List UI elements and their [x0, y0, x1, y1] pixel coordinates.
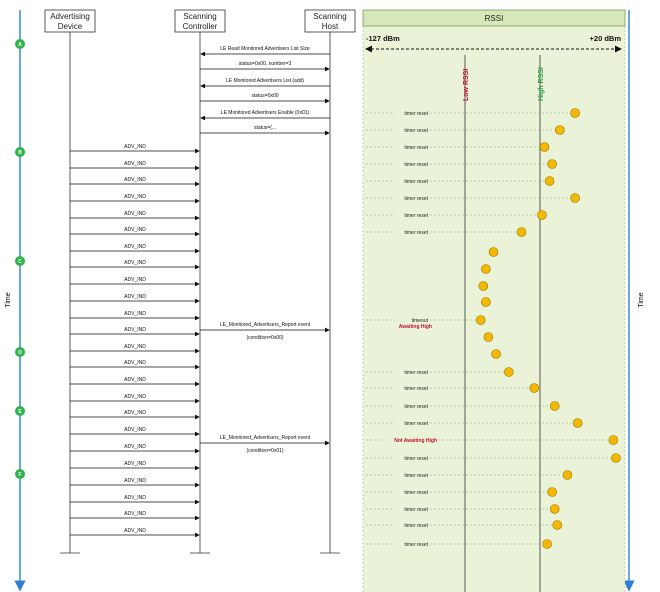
- adv-ind-message: [70, 327, 199, 334]
- rssi-note: timer reset: [404, 385, 428, 392]
- adv-ind-label: ADV_IND: [124, 427, 146, 433]
- adv-ind-label: ADV_IND: [124, 360, 146, 366]
- phase-badge-d: [15, 347, 25, 357]
- rssi-dot: [484, 333, 493, 342]
- rssi-dot: [543, 540, 552, 549]
- rssi-dot: [611, 454, 620, 463]
- host-message: [200, 435, 329, 454]
- message-label: LE Monitored Advertisers Enable (0x01): [220, 110, 310, 116]
- rssi-dot: [550, 402, 559, 411]
- adv-ind-label: ADV_IND: [124, 177, 146, 183]
- adv-ind-message: [70, 294, 199, 301]
- rssi-note: timer reset: [404, 420, 428, 427]
- scanning-host-line2: Host: [321, 22, 339, 31]
- rssi-note: Not Awaiting High: [394, 437, 437, 444]
- adv-ind-message: [70, 511, 199, 518]
- adv-ind-label: ADV_IND: [124, 344, 146, 350]
- adv-ind-label: ADV_IND: [124, 410, 146, 416]
- rssi-min-label: -127 dBm: [366, 34, 400, 43]
- adv-ind-message: [70, 277, 199, 284]
- message-sublabel: (condition=0x01): [246, 448, 284, 454]
- rssi-max-label: +20 dBm: [589, 34, 621, 43]
- adv-ind-message: [70, 377, 199, 384]
- adv-ind-label: ADV_IND: [124, 161, 146, 167]
- high-rssi-label: High RSSI: [538, 67, 545, 101]
- rssi-dot: [481, 298, 490, 307]
- rssi-note: timer reset: [404, 212, 428, 219]
- rssi-note: timer reset: [404, 161, 428, 168]
- rssi-sample: [481, 298, 490, 307]
- rssi-dot: [540, 143, 549, 152]
- rssi-dot: [517, 228, 526, 237]
- rssi-dot: [553, 521, 562, 530]
- rssi-dot: [550, 505, 559, 514]
- host-message: [201, 46, 330, 54]
- adv-ind-label: ADV_IND: [124, 277, 146, 283]
- rssi-dot: [492, 350, 501, 359]
- host-message: [200, 61, 329, 69]
- message-label: LE_Monitored_Advertisers_Report event: [219, 435, 311, 441]
- adv-ind-message: [70, 427, 199, 434]
- rssi-title: RSSI: [484, 14, 504, 23]
- rssi-note: timer reset: [404, 541, 428, 548]
- host-messages: [200, 46, 330, 454]
- rssi-note: timer reset: [404, 522, 428, 529]
- adv-ind-label: ADV_IND: [124, 244, 146, 250]
- adv-ind-label: ADV_IND: [124, 144, 146, 150]
- phase-badge-label: A: [18, 41, 22, 48]
- adv-ind-message: [70, 311, 199, 318]
- rssi-dot: [530, 384, 539, 393]
- rssi-dot: [545, 177, 554, 186]
- adv-ind-message: [70, 244, 199, 251]
- rssi-sample: [479, 282, 488, 291]
- participant-scanning-host: [305, 10, 355, 32]
- adv-ind-label: ADV_IND: [124, 294, 146, 300]
- host-message: [200, 93, 329, 101]
- adv-ind-message: [70, 161, 199, 168]
- scanning-controller-line1: Scanning: [183, 12, 217, 21]
- adv-ind-label: ADV_IND: [124, 311, 146, 317]
- awaiting-high-label: Awaiting High: [398, 324, 432, 330]
- rssi-dot: [504, 368, 513, 377]
- adv-ind-message: [70, 528, 199, 535]
- rssi-dot: [481, 265, 490, 274]
- rssi-note: timer reset: [404, 110, 428, 117]
- message-label: status=0x00, number=3: [238, 61, 292, 67]
- rssi-note: timer reset: [404, 195, 428, 202]
- adv-ind-message: [70, 478, 199, 485]
- advertising-device-line1: Advertising: [50, 12, 90, 21]
- adv-ind-label: ADV_IND: [124, 194, 146, 200]
- participant-advertising-device: [45, 10, 95, 32]
- participant-scanning-controller: [175, 10, 225, 32]
- rssi-dot: [548, 160, 557, 169]
- adv-ind-label: ADV_IND: [124, 528, 146, 534]
- phase-badge-label: D: [18, 349, 22, 356]
- rssi-dot: [571, 109, 580, 118]
- adv-ind-label: ADV_IND: [124, 394, 146, 400]
- adv-ind-label: ADV_IND: [124, 444, 146, 450]
- adv-ind-message: [70, 444, 199, 451]
- rssi-note: timer reset: [404, 455, 428, 462]
- rssi-note: timer reset: [404, 144, 428, 151]
- adv-ind-message: [70, 260, 199, 267]
- rssi-dot: [609, 436, 618, 445]
- adv-ind-label: ADV_IND: [124, 260, 146, 266]
- host-message: [201, 78, 330, 86]
- host-message: [201, 110, 330, 118]
- adv-ind-message: [70, 211, 199, 218]
- scanning-host-line1: Scanning: [313, 12, 347, 21]
- message-sublabel: (condition=0x00): [246, 335, 284, 341]
- rssi-dot: [548, 488, 557, 497]
- rssi-dot: [476, 316, 485, 325]
- rssi-note: timer reset: [404, 472, 428, 479]
- rssi-dot: [479, 282, 488, 291]
- message-label: status=(...: [253, 125, 277, 131]
- phase-badge-c: [15, 256, 25, 266]
- rssi-panel: [363, 10, 625, 592]
- phase-badge-label: F: [18, 471, 22, 478]
- rssi-note: timer reset: [404, 489, 428, 496]
- rssi-dot: [573, 419, 582, 428]
- adv-ind-message: [70, 194, 199, 201]
- rssi-sample: [492, 350, 501, 359]
- adv-ind-message: [70, 495, 199, 502]
- rssi-dot: [555, 126, 564, 135]
- adv-ind-label: ADV_IND: [124, 227, 146, 233]
- rssi-dot: [571, 194, 580, 203]
- rssi-sample: [489, 248, 498, 257]
- adv-ind-message: [70, 394, 199, 401]
- adv-ind-message: [70, 227, 199, 234]
- phase-badge-f: [15, 469, 25, 479]
- scanning-controller-line2: Controller: [182, 22, 218, 31]
- adv-ind-label: ADV_IND: [124, 511, 146, 517]
- rssi-note: timer reset: [404, 127, 428, 134]
- adv-ind-message: [70, 177, 199, 184]
- adv-ind-label: ADV_IND: [124, 495, 146, 501]
- adv-ind-message: [70, 360, 199, 367]
- adv-messages: [70, 144, 199, 535]
- rssi-note: timer reset: [404, 229, 428, 236]
- message-label: status=0x00: [251, 93, 279, 99]
- phase-badge-b: [15, 147, 25, 157]
- message-label: LE Monitored Advertisers List (add): [225, 78, 305, 84]
- adv-ind-message: [70, 344, 199, 351]
- adv-ind-message: [70, 461, 199, 468]
- adv-ind-message: [70, 144, 199, 151]
- phase-badge-a: [15, 39, 25, 49]
- adv-ind-label: ADV_IND: [124, 211, 146, 217]
- rssi-dot: [563, 471, 572, 480]
- adv-ind-label: ADV_IND: [124, 327, 146, 333]
- rssi-note: timer reset: [404, 403, 428, 410]
- adv-ind-label: ADV_IND: [124, 377, 146, 383]
- rssi-sample: [481, 265, 490, 274]
- advertising-device-line2: Device: [57, 22, 83, 31]
- phase-badge-e: [15, 406, 25, 416]
- host-message: [200, 322, 329, 341]
- rssi-note: timer reset: [404, 178, 428, 185]
- rssi-dot: [489, 248, 498, 257]
- phase-badge-label: C: [18, 258, 22, 265]
- phase-badge-label: E: [18, 408, 22, 415]
- adv-ind-label: ADV_IND: [124, 478, 146, 484]
- time-label-right: Time: [638, 292, 645, 308]
- low-rssi-label: Low RSSI: [463, 68, 470, 101]
- rssi-note: timer reset: [404, 369, 428, 376]
- host-message: [200, 125, 329, 133]
- rssi-note: timeout: [411, 317, 428, 324]
- rssi-sample: [484, 333, 493, 342]
- adv-ind-message: [70, 410, 199, 417]
- rssi-note: timer reset: [404, 506, 428, 513]
- message-label: LE_Monitored_Advertisers_Report event: [219, 322, 311, 328]
- message-label: LE Read Monitored Advertisers List Size: [220, 46, 310, 52]
- rssi-dot: [537, 211, 546, 220]
- time-label-left: Time: [5, 292, 12, 308]
- phase-badge-label: B: [18, 149, 22, 156]
- adv-ind-label: ADV_IND: [124, 461, 146, 467]
